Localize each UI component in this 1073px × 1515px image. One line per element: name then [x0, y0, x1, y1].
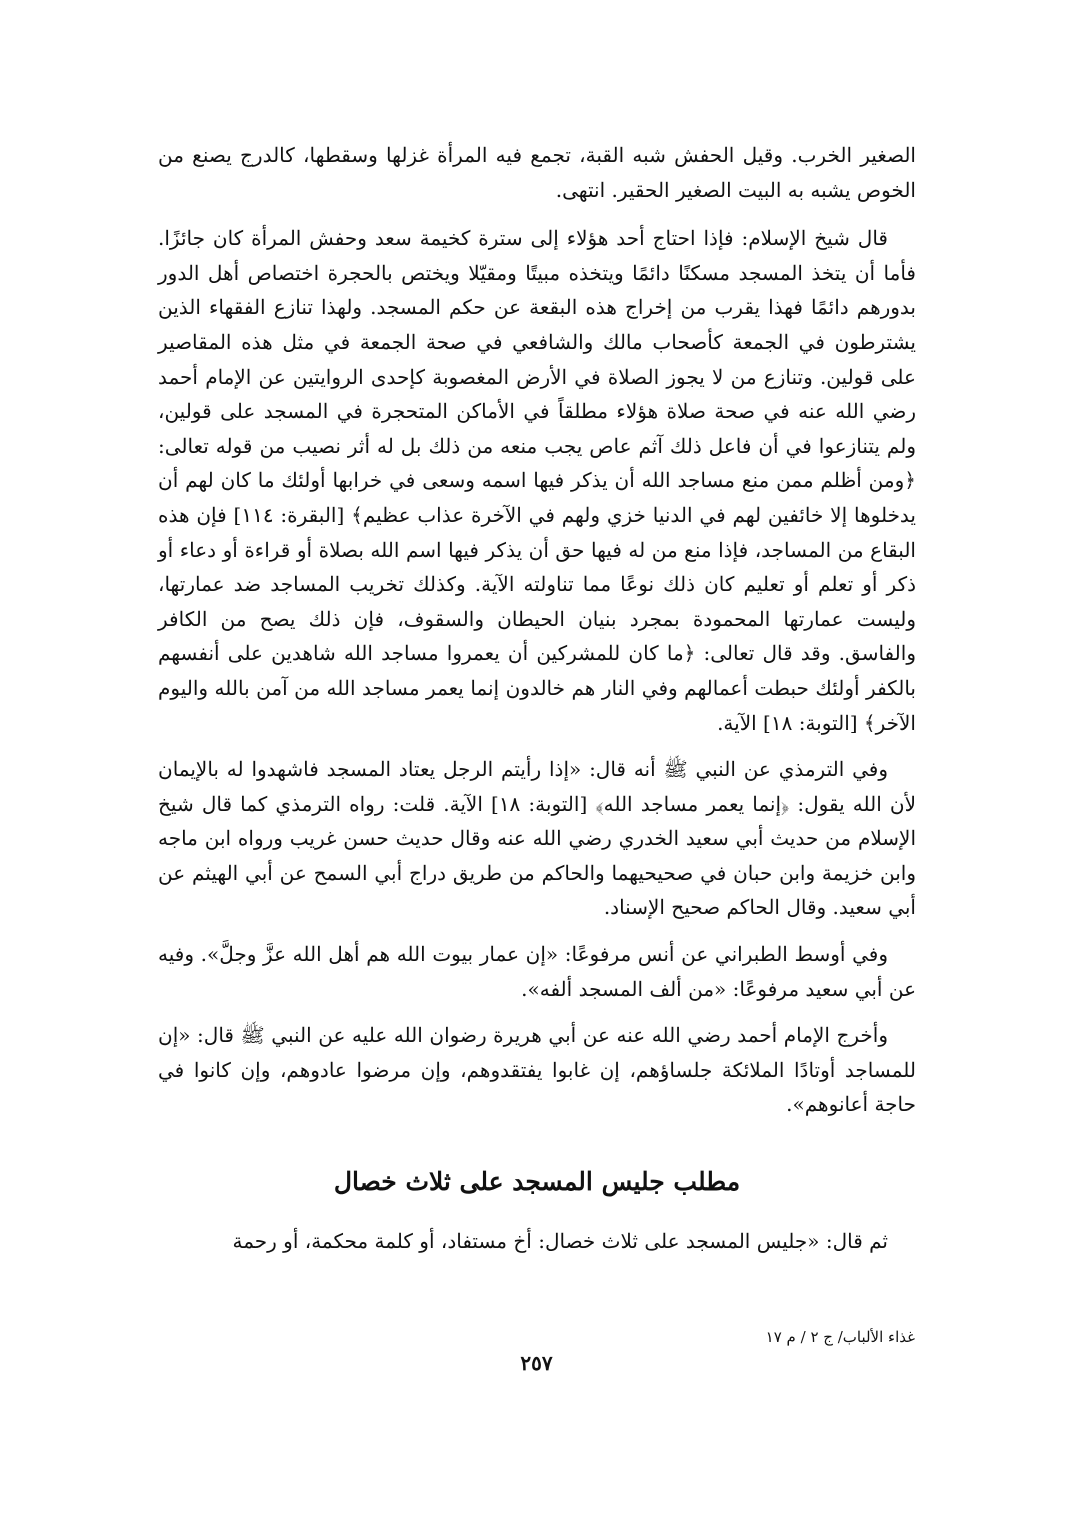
paragraph-3: وفي الترمذي عن النبي ﷺ أنه قال: «إذا رأيتم الرجل يعتاد المسجد فاشهدوا له بالإيمان لأن الله يقول: ﴿إنما يعمر مساجد الله﴾ [التوبة: ١٨] الآية. قلت: رواه الترمذي كما قال شيخ الإسلام من حديث أبي سعيد الخدري رضي الله عنه وقال حديث حسن غريب ورواه ابن ماجه وابن خزيمة وابن حبان في صحيحيهما والحاكم من طريق دراج أبي السمح عن أبي الهيثم عن أبي سعيد. وقال الحاكم صحيح الإسناد. [158, 757, 917, 920]
section-heading: مطلب جليس المسجد على ثلاث خصال [333, 1167, 741, 1197]
paragraph-1: الصغير الخرب. وقيل الحفش شبه القبة، تجمع فيه المرأة غزلها وسقطها، كالدرج يصنع من الخوص يشبه به البيت الصغير الحقير. انتهى. [158, 143, 916, 202]
paragraph-4: وفي أوسط الطبراني عن أنس مرفوعًا: «إن عمار بيوت الله هم أهل الله عزَّ وجلَّ». وفيه عن أبي سعيد مرفوعًا: «من ألف المسجد ألفه». [158, 942, 916, 1001]
paragraph-5: وأخرج الإمام أحمد رضي الله عنه عن أبي هريرة رضوان الله عليه عن النبي ﷺ قال: «إن للمساجد أوتادًا الملائكة جلساؤهم، إن غابوا يفتقدوهم، وإن مرضوا عادوهم، وإن كانوا في حاجة أعانوهم». [158, 1023, 916, 1117]
signature-marker: غذاء الألباب/ ج ٢ / م ١٧ [765, 1328, 915, 1346]
paragraph-2: قال شيخ الإسلام: فإذا احتاج أحد هؤلاء إلى سترة كخيمة سعد وحفش المرأة كان جائزًا. فأما أن يتخذ المسجد مسكنًا دائمًا ويتخذه مبيتًا ومقيّلا ويختص بالحجرة اختصاص أهل الدور بدورهم دائمًا فهذا يقرب من إخراج هذه البقعة عن حكم المسجد. ولهذا تنازع الفقهاء الذين يشترطون في الجمعة كأصحاب مالك والشافعي في صحة الجمعة في مثل هذه المقاصير على قولين. وتنازع من لا يجوز الصلاة في الأرض المغصوبة كإحدى الروايتين عن الإمام أحمد رضي الله عنه في صحة صلاة هؤلاء مطلقاً في الأماكن المتحجرة في المسجد على قولين، ولم يتنازعوا في أن فاعل ذلك آثم عاص يجب منعه من ذلك بل له أثر نصيب من قوله تعالى: ﴿ومن أظلم ممن منع مساجد الله أن يذكر فيها اسمه وسعى في خرابها أولئك ما كان لهم أن يدخلوها إلا خائفين لهم في الدنيا خزي ولهم في الآخرة عذاب عظيم﴾ [البقرة: ١١٤] فإن هذه البقاع من المساجد، فإذا منع من له فيها حق أن يذكر فيها اسم الله بصلاة أو قراءة أو دعاء أو ذكر أو تعلم أو تعليم كان ذلك نوعًا مما تناولته الآية. وكذلك تخريب المساجد ضد عمارتها، وليست عمارتها المحمودة بمجرد بنيان الحيطان والسقوف، فإن ذلك يصح من الكافر والفاسق. وقد قال تعالى: ﴿ما كان للمشركين أن يعمروا مساجد الله شاهدين على أنفسهم بالكفر أولئك حبطت أعمالهم وفي النار هم خالدون إنما يعمر مساجد الله من آمن بالله واليوم الآخر﴾ [التوبة: ١٨] الآية. [158, 226, 917, 735]
page-number: ٢٥٧ [520, 1351, 553, 1375]
page-body [158, 138, 916, 1368]
paragraph-final: ثم قال: «جليس المسجد على ثلاث خصال: أخ مستفاد، أو كلمة محكمة، أو رحمة [232, 1229, 888, 1254]
